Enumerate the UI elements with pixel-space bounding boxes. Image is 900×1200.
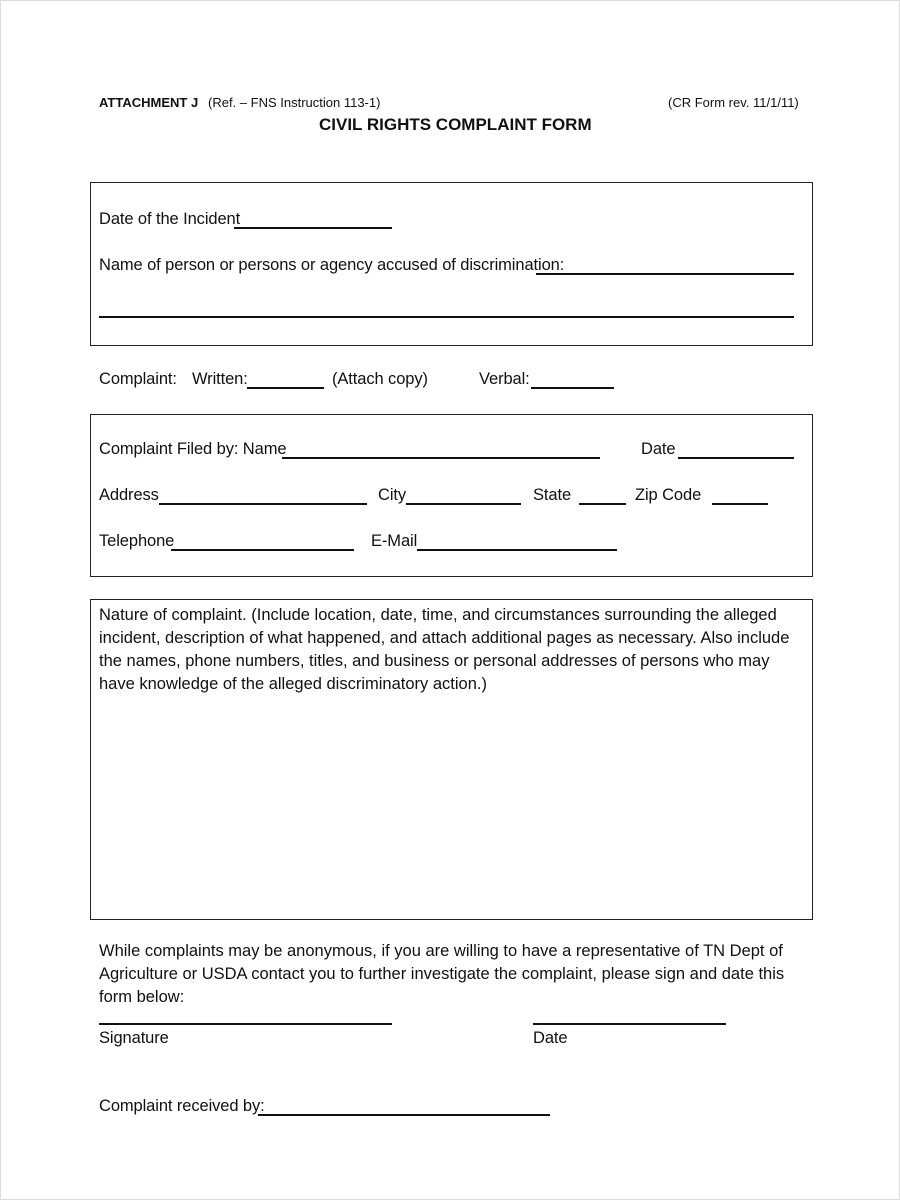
email-label: E-Mail [371,532,418,550]
accused-label: Name of person or persons or agency accused of discrimination: [99,256,565,274]
telephone-label: Telephone [99,532,175,550]
complaint-label: Complaint: [99,370,177,388]
signature-date-field[interactable] [533,1023,726,1025]
state-label: State [533,486,572,504]
received-by-label: Complaint received by: [99,1097,265,1115]
address-field[interactable] [159,503,367,505]
verbal-field[interactable] [531,387,614,389]
accused-field[interactable] [536,273,794,275]
address-label: Address [99,486,159,504]
filer-date-label: Date [641,440,676,458]
zip-field[interactable] [712,503,768,505]
nature-instructions: Nature of complaint. (Include location, date, time, and circumstances surrounding the alleged incident, description of what happened, and attach additional pages as necessary. Also include the names, phone numbers, titles, and business or personal addresses of persons who may have knowledge of the alleged discriminatory action.) [99,606,790,693]
accused-field-line-2[interactable] [99,316,794,318]
zip-label: Zip Code [635,486,702,504]
filer-box [90,414,813,577]
page-title: CIVIL RIGHTS COMPLAINT FORM [319,115,592,134]
verbal-label: Verbal: [479,370,530,388]
reference-text: (Ref. – FNS Instruction 113-1) [208,95,381,110]
telephone-field[interactable] [171,549,354,551]
filer-name-field[interactable] [282,457,600,459]
revision-text: (CR Form rev. 11/1/11) [668,95,799,110]
city-field[interactable] [406,503,521,505]
filed-by-name-label: Complaint Filed by: Name [99,440,287,458]
signature-label: Signature [99,1029,169,1047]
attachment-label: ATTACHMENT J [99,95,199,110]
signature-field[interactable] [99,1023,392,1025]
filer-date-field[interactable] [678,457,794,459]
city-label: City [378,486,407,504]
written-label: Written: [192,370,248,388]
incident-date-label: Date of the Incident [99,210,241,228]
received-by-field[interactable] [258,1114,550,1116]
incident-date-field[interactable] [234,227,392,229]
state-field[interactable] [579,503,626,505]
written-field[interactable] [247,387,324,389]
attach-copy-note: (Attach copy) [332,370,428,388]
signature-date-label: Date [533,1029,568,1047]
email-field[interactable] [417,549,617,551]
anonymous-note: While complaints may be anonymous, if you are willing to have a representative of TN Dept of Agriculture or USDA contact you to further investigate the complaint, please sign and date this form below: [99,942,785,1006]
